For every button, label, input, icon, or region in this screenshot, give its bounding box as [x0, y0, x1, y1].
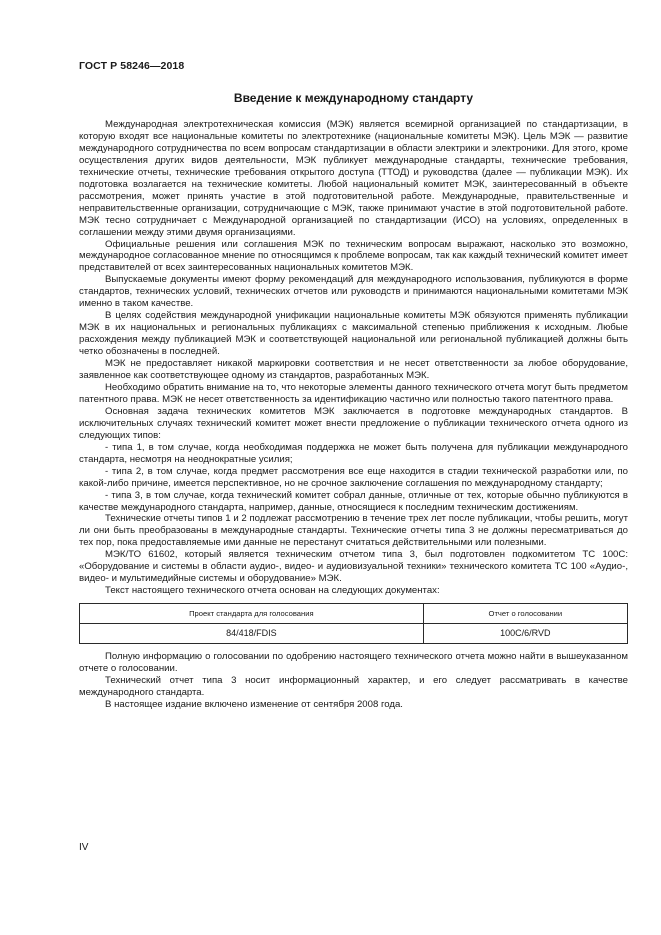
list-item: - типа 2, в том случае, когда предмет рассмотрения все еще находится в стадии технической разработки или, по какой-либо причине, имеется перспективное, но не срочное заключение соглашения по международному стандарту;	[79, 465, 628, 489]
body-text	[79, 119, 628, 711]
voting-documents-table	[79, 603, 628, 644]
table-cell: 100С/6/RVD	[423, 624, 627, 644]
paragraph: Необходимо обратить внимание на то, что некоторые элементы данного технического отчета могут быть предметом патентного права. МЭК не несет ответственность за идентификацию частично или полностью такого патентного права.	[79, 381, 628, 405]
section-title: Введение к международному стандарту	[233, 91, 474, 105]
table-row	[80, 624, 628, 644]
paragraph: Официальные решения или соглашения МЭК по техническим вопросам выражают, насколько это возможно, международное согласованное мнение по относящимся к проблеме вопросам, так как каждый технический комитет имеет представителей от всех заинтересованных национальных комитетов МЭК.	[79, 238, 628, 274]
paragraph: Основная задача технических комитетов МЭК заключается в подготовке международных стандартов. В исключительных случаях технический комитет может внести предложение о публикации технического отчета одного из следующих типов:	[79, 405, 628, 441]
list-item: - типа 1, в том случае, когда необходимая поддержка не может быть получена для публикации международного стандарта, несмотря на неоднократные усилия;	[79, 441, 628, 465]
page-number: IV	[79, 842, 89, 853]
table-header-cell: Проект стандарта для голосования	[80, 604, 424, 624]
paragraph: МЭК/ТО 61602, который является техническим отчетом типа 3, был подготовлен подкомитетом ТС 100С: «Оборудование и системы в области аудио-, видео- и аудиовизуальной техники» технического комитета ТС 100 «Аудио-, видео- и мультимедийные системы и оборудование» МЭК.	[79, 549, 628, 585]
paragraph: Текст настоящего технического отчета основан на следующих документах:	[105, 585, 440, 597]
table-cell: 84/418/FDIS	[80, 624, 424, 644]
list-item: - типа 3, в том случае, когда технический комитет собрал данные, отличные от тех, которые обычно публикуются в качестве международного стандарта, например, данные, относящиеся к последним техническим достижениям.	[79, 489, 628, 513]
paragraph: МЭК не предоставляет никакой маркировки соответствия и не несет ответственности за любое оборудование, заявленное как соответствующее одному из стандартов, разработанных МЭК.	[79, 358, 628, 382]
standard-header: ГОСТ Р 58246—2018	[79, 60, 185, 72]
paragraph: Выпускаемые документы имеют форму рекомендаций для международного использования, публикуются в форме стандартов, технических условий, технических отчетов или руководств и принимаются национальными комитетами МЭК именно в таком качестве.	[79, 274, 628, 310]
paragraph: Технический отчет типа 3 носит информационный характер, и его следует рассматривать в качестве международного стандарта.	[79, 675, 628, 698]
paragraph: В настоящее издание включено изменение от сентября 2008 года.	[105, 698, 403, 710]
paragraph: В целях содействия международной унификации национальные комитеты МЭК обязуются применять публикации МЭК в их национальных и региональных публикациях с максимальной степенью приближения к исходным. Любые расхождения между публикацией МЭК и соответствующей национальной или региональной публикацией должны быть четко обозначены в последней.	[79, 310, 628, 358]
paragraph: Международная электротехническая комиссия (МЭК) является всемирной организацией по стандартизации, в которую входят все национальные комитеты по электротехнике (национальные комитеты МЭК). Цель МЭК — развитие международного сотрудничества по всем вопросам стандартизации в области электрики и электроники. Для этого, кроме осуществления других видов деятельности, МЭК публикует международные стандарты, технические требования, технические отчеты, технические требования открытого доступа (ТТОД) и руководства (далее — публикации МЭК). Их подготовка возлагается на технические комитеты. Любой национальный комитет МЭК, заинтересованный в объекте рассмотрения, может принять участие в этой подготовительной работе. Международные, правительственные и неправительственные организации, сотрудничающие с МЭК, также принимают участие в этой подготовительной работе. МЭК тесно сотрудничает с Международной организацией по стандартизации (ИСО) на условиях, определенных в соглашении между этими двумя организациями.	[79, 119, 628, 238]
paragraph: Полную информацию о голосовании по одобрению настоящего технического отчета можно найти в вышеуказанном отчете о голосовании.	[79, 651, 628, 675]
paragraph: Технические отчеты типов 1 и 2 подлежат рассмотрению в течение трех лет после публикации, чтобы решить, могут ли они быть преобразованы в международные стандарты. Технические отчеты типа 3 не должны пересматриваться до тех пор, пока предоставляемые ими данные не перестанут считаться действительными или полезными.	[79, 513, 628, 549]
table-header-cell: Отчет о голосовании	[423, 604, 627, 624]
table-header-row	[80, 604, 628, 624]
